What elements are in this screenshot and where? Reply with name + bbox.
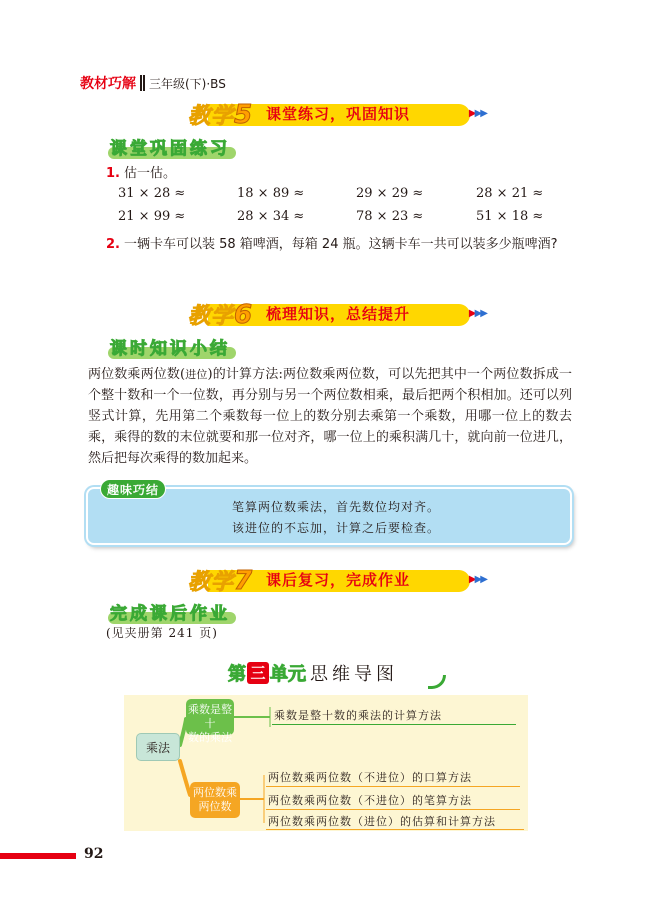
section-practice-heading: 课堂巩固练习	[110, 133, 230, 159]
estimate-item: 78 × 23 ≈	[356, 209, 424, 224]
tip-line: 该进位的不忘加，计算之后要检查。	[232, 521, 441, 535]
homework-reference: (见夹册第 241 页)	[106, 626, 218, 640]
tip-line: 笔算两位数乘法，首先数位均对齐。	[232, 500, 441, 514]
mindmap-title: 第 三 单元 思维导图	[228, 659, 398, 687]
banner-lesson-6: 教学6 梳理知识，总结提升 ▶▶▶	[188, 300, 486, 330]
mindmap-leaf: 两位数乘两位数（不进位）的笔算方法	[268, 794, 472, 807]
arrow-icon: ▶▶▶	[468, 308, 486, 319]
banner-jiaoxue: 教学5	[188, 100, 254, 130]
mindmap-leaf: 两位数乘两位数（不进位）的口算方法	[268, 771, 472, 784]
question-1: 1. 估一估。	[106, 166, 176, 181]
summary-paragraph: 两位数乘两位数(进位)的计算方法:两位数乘两位数，可以先把其中一个两位数拆成一个整十数和一个一位数，再分别与另一个两位数相乘，最后把两个积相加。还可以列竖式计算，先用第二个乘数每一位上的数分别去乘第一个乘数，用哪一位上的数去乘，乘得的数的末位就要和那一位对齐，哪一位上的乘积满几十，就向前一位进几，然后把每次乘得的数加起来。	[88, 367, 573, 466]
page-number: 92	[84, 846, 104, 862]
header-divider	[140, 75, 142, 91]
banner-title: 课堂练习，巩固知识	[266, 105, 411, 123]
estimate-item: 51 × 18 ≈	[476, 209, 544, 224]
book-brand: 教材巧解	[80, 76, 136, 92]
section-homework-heading: 完成课后作业	[110, 598, 230, 624]
mindmap-root: 乘法	[136, 733, 180, 761]
footer-bar	[0, 853, 76, 859]
estimate-item: 21 × 99 ≈	[118, 209, 186, 224]
mindmap-branch-2: 两位数乘 两位数	[190, 782, 240, 818]
question-2: 2. 一辆卡车可以装 58 箱啤酒，每箱 24 瓶。这辆卡车一共可以装多少瓶啤酒?	[106, 237, 558, 252]
banner-lesson-5	[188, 99, 488, 129]
estimate-item: 29 × 29 ≈	[356, 186, 424, 201]
grade-label: 三年级(下)·BS	[149, 76, 226, 91]
mindmap-leaf: 乘数是整十数的乘法的计算方法	[274, 709, 442, 722]
section-summary-heading: 课时知识小结	[110, 333, 230, 359]
banner-title: 梳理知识，总结提升	[266, 305, 411, 323]
estimate-item: 28 × 34 ≈	[237, 209, 305, 224]
mindmap-leaf: 两位数乘两位数（进位）的估算和计算方法	[268, 815, 496, 828]
banner-title: 课后复习，完成作业	[266, 571, 411, 589]
estimate-item: 31 × 28 ≈	[118, 186, 186, 201]
mindmap-branch-1: 乘数是整十 数的乘法	[186, 699, 234, 735]
estimate-item: 28 × 21 ≈	[476, 186, 544, 201]
tip-badge: 趣味巧结	[100, 479, 166, 499]
arrow-icon: ▶▶▶	[468, 574, 486, 585]
banner-lesson-7: 教学7 课后复习，完成作业 ▶▶▶	[188, 566, 486, 596]
running-header	[80, 72, 226, 94]
swoosh-decoration	[428, 675, 446, 689]
arrow-icon: ▶▶▶	[468, 108, 486, 119]
estimate-item: 18 × 89 ≈	[237, 186, 305, 201]
